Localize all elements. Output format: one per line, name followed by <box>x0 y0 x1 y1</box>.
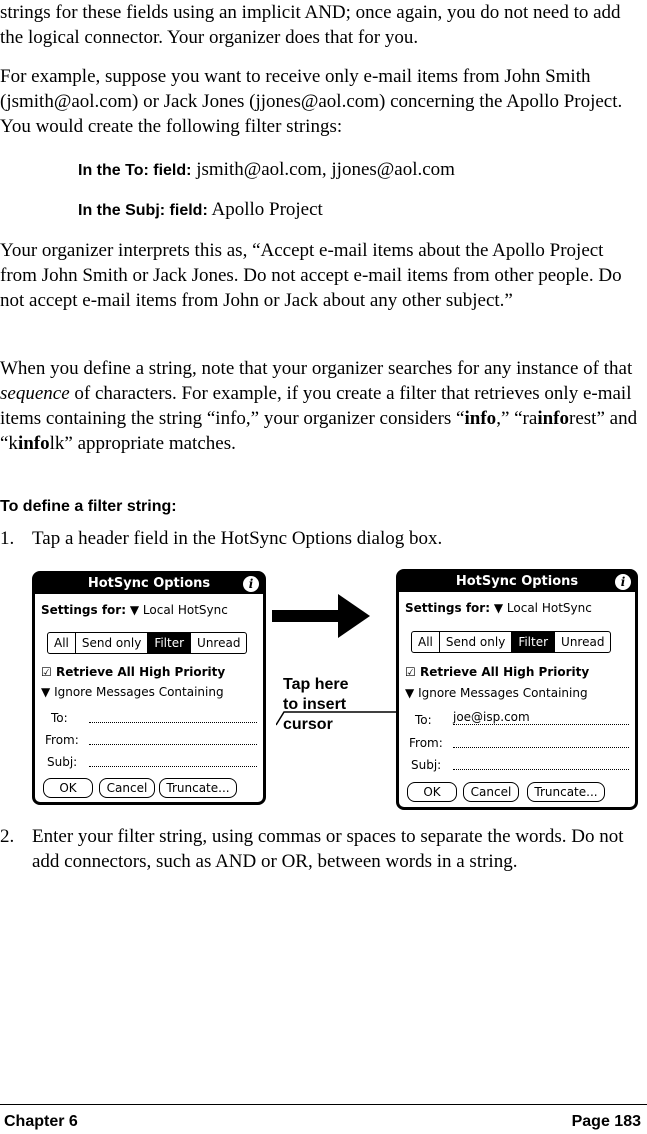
dialog-title: HotSync Options i <box>35 574 263 594</box>
hotsync-options-dialog-after <box>396 569 638 810</box>
hotsync-options-dialog-before <box>32 571 266 805</box>
settings-value[interactable]: Local HotSync <box>142 603 228 617</box>
subj-field-value: Apollo Project <box>207 199 323 220</box>
to-field[interactable] <box>89 708 257 723</box>
to-field[interactable]: joe@isp.com <box>453 710 629 725</box>
footer-divider <box>0 1104 647 1105</box>
cancel-button[interactable]: Cancel <box>463 782 519 802</box>
filter-tabs <box>411 631 611 653</box>
callout-leader-line <box>276 700 416 730</box>
subj-field-example <box>78 197 638 223</box>
ignore-dropdown[interactable]: ▼ Ignore Messages Containing <box>41 685 224 699</box>
subj-label: Subj: <box>47 755 78 769</box>
settings-label: Settings for: <box>405 601 491 615</box>
dropdown-triangle-icon[interactable]: ▼ <box>129 603 140 617</box>
to-label: To: <box>415 713 432 727</box>
tab-send-only[interactable]: Send only <box>440 632 512 652</box>
info-icon[interactable]: i <box>615 574 631 590</box>
checkmark-icon: ☑ <box>41 665 52 679</box>
paragraph-example: For example, suppose you want to receive only e-mail items from John Smith (jsmith@aol.com) or Jack Jones (jjones@aol.com) concerning the Apollo Project. You would create the following filter strings: <box>0 66 623 137</box>
step-1-text: Tap a header field in the HotSync Options dialog box. <box>32 528 443 549</box>
dropdown-triangle-icon: ▼ <box>405 686 415 700</box>
subj-field[interactable] <box>89 752 257 767</box>
ok-button[interactable]: OK <box>407 782 457 802</box>
subj-field-label: In the Subj: field: <box>78 202 208 219</box>
cancel-button[interactable]: Cancel <box>99 778 155 798</box>
dropdown-triangle-icon: ▼ <box>41 685 51 699</box>
info-icon[interactable]: i <box>243 576 259 592</box>
settings-label: Settings for: <box>41 603 127 617</box>
to-field-example <box>78 157 638 183</box>
tap-here-callout: Tap here to insert cursor <box>283 676 349 733</box>
paragraph-sequence: When you define a string, note that your organizer searches for any instance of that sequence of characters. For example, if you create a filter that retrieves only e-mail items containing the string “info,” your organizer considers “info,” “rainforest” and “kinfolk” appropriate matches. <box>0 358 638 454</box>
footer-chapter: Chapter 6 <box>4 1113 78 1130</box>
tab-filter[interactable]: Filter <box>148 633 191 653</box>
to-field-label: In the To: field: <box>78 162 192 179</box>
paragraph-interpretation: Your organizer interprets this as, “Accept e-mail items about the Apollo Project from John Smith or Jack Jones. Do not accept e-mail items from other people. Do not accept e-mail items from John or Jack about any other subject.” <box>0 240 622 311</box>
ignore-dropdown[interactable]: ▼ Ignore Messages Containing <box>405 686 588 700</box>
from-field[interactable] <box>453 733 629 748</box>
retrieve-high-priority-checkbox[interactable]: ☑ Retrieve All High Priority <box>405 665 590 679</box>
step-2-text: Enter your filter string, using commas or spaces to separate the words. Do not add connectors, such as AND or OR, between words in a string. <box>32 826 624 872</box>
footer-page-number: Page 183 <box>571 1113 641 1130</box>
retrieve-high-priority-checkbox[interactable]: ☑ Retrieve All High Priority <box>41 665 226 679</box>
tab-unread[interactable]: Unread <box>561 635 605 649</box>
tab-send-only[interactable]: Send only <box>76 633 148 653</box>
to-label: To: <box>51 711 68 725</box>
tab-unread[interactable]: Unread <box>197 636 241 650</box>
subj-field[interactable] <box>453 755 629 770</box>
filter-tabs <box>47 632 247 654</box>
tab-all[interactable]: All <box>48 633 76 653</box>
truncate-button[interactable]: Truncate... <box>159 778 237 798</box>
tab-filter[interactable]: Filter <box>512 632 555 652</box>
paragraph-intro: strings for these fields using an implicit AND; once again, you do not need to add the logical connector. Your organizer does that for you. <box>0 2 621 48</box>
procedure-heading: To define a filter string: <box>0 498 177 515</box>
from-field[interactable] <box>89 730 257 745</box>
to-field-value: jsmith@aol.com, jjones@aol.com <box>191 159 455 180</box>
ok-button[interactable]: OK <box>43 778 93 798</box>
dropdown-triangle-icon[interactable]: ▼ <box>493 601 504 615</box>
from-label: From: <box>409 736 443 750</box>
truncate-button[interactable]: Truncate... <box>527 782 605 802</box>
step-1-number: 1. <box>0 528 15 549</box>
right-arrow-icon <box>272 594 372 638</box>
tab-all[interactable]: All <box>412 632 440 652</box>
settings-value[interactable]: Local HotSync <box>506 601 592 615</box>
dialog-title: HotSync Options i <box>399 572 635 592</box>
checkmark-icon: ☑ <box>405 665 416 679</box>
step-2-number: 2. <box>0 826 15 847</box>
subj-label: Subj: <box>411 758 442 772</box>
from-label: From: <box>45 733 79 747</box>
